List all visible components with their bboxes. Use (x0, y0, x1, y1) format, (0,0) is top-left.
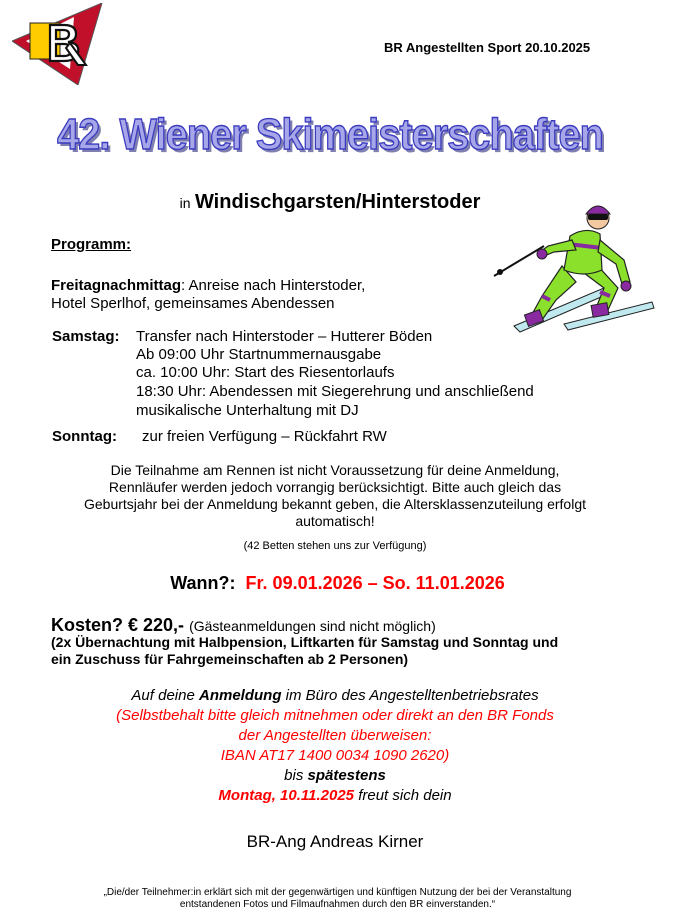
location-prefix: in (179, 195, 191, 211)
note-line: Rennläufer werden jedoch vorrangig berücksichtigt. Bitte auch gleich das (108, 479, 562, 495)
cost-detail-line: ein Zuschuss für Fahrgemeinschaften ab 2 Personen) (51, 651, 409, 667)
friday-line (51, 277, 365, 295)
saturday-line: Ab 09:00 Uhr Startnummernausgabe (136, 346, 382, 363)
note-line: Die Teilnahme am Rennen ist nicht Voraussetzung für deine Anmeldung, (110, 462, 560, 478)
note-line: Geburtsjahr bei der Anmeldung bekannt geben, die Altersklassenzuteilung erfolgt (84, 496, 586, 512)
sunday-label: Sonntag: (52, 428, 117, 445)
cost-line (51, 615, 436, 636)
cost-details (51, 634, 558, 668)
saturday-line: musikalische Unterhaltung mit DJ (136, 402, 359, 419)
deadline-text: bis (284, 767, 308, 784)
deadline-date-line (0, 786, 670, 806)
skier-icon (484, 196, 664, 342)
note-line: automatisch! (295, 513, 375, 529)
registration-block (0, 686, 670, 806)
photo-disclaimer (0, 887, 675, 911)
deadline-date: Montag, 10.11.2025 (218, 787, 355, 804)
sunday-text: zur freien Verfügung – Rückfahrt RW (142, 428, 387, 445)
friday-label: Freitagnachmittag (51, 277, 182, 294)
registration-text: im Büro des Angestelltenbetriebsrates (281, 687, 539, 704)
payment-line: (Selbstbehalt bitte gleich mitnehmen oder direkt an den BR Fonds (116, 707, 554, 724)
when-label: Wann?: (170, 573, 236, 593)
closing-text: freut sich dein (354, 787, 452, 804)
disclaimer-line: „Die/der Teilnehmer:in erklärt sich mit der gegenwärtigen und künftigen Nutzung der bei der Veranstaltung (103, 887, 572, 898)
event-dates (0, 573, 675, 594)
beds-note: (42 Betten stehen uns zur Verfügung) (243, 540, 427, 552)
location-place: Windischgarsten/Hinterstoder (194, 191, 481, 213)
cost-detail-line: (2x Übernachtung mit Halbpension, Liftkarten für Samstag und Sonntag und (51, 634, 559, 650)
cost-label: Kosten? € 220,- (51, 615, 185, 635)
program-heading: Programm: (51, 236, 132, 253)
page-title: 42. Wiener Skimeisterschaften (57, 110, 603, 159)
participation-note (40, 462, 630, 530)
br-logo-icon (12, 3, 104, 85)
iban-line: IBAN AT17 1400 0034 1090 2620) (220, 747, 450, 764)
guest-note: (Gästeanmeldungen sind nicht möglich) (189, 618, 436, 634)
friday-text: : Anreise nach Hinterstoder, (181, 277, 366, 294)
deadline-bold: spätestens (307, 767, 386, 784)
when-dates: Fr. 09.01.2026 – So. 11.01.2026 (245, 573, 505, 593)
registration-text: Auf deine (131, 687, 199, 704)
saturday-line: Transfer nach Hinterstoder – Hutterer Böden (136, 328, 433, 345)
registration-bold: Anmeldung (198, 687, 282, 704)
deadline-line (0, 766, 670, 786)
registration-line-1 (0, 686, 670, 706)
friday-line-2: Hotel Sperlhof, gemeinsames Abendessen (51, 295, 335, 312)
saturday-line: ca. 10:00 Uhr: Start des Riesentorlaufs (136, 364, 395, 381)
saturday-label: Samstag: (52, 328, 120, 345)
saturday-line: 18:30 Uhr: Abendessen mit Siegerehrung und anschließend (136, 383, 534, 400)
signature: BR-Ang Andreas Kirner (246, 832, 424, 851)
disclaimer-line: entstandenen Fotos und Filmaufnahmen durch den BR einverstanden.“ (179, 899, 496, 910)
header-org-date: BR Angestellten Sport 20.10.2025 (384, 40, 591, 55)
payment-line: der Angestellten überweisen: (238, 727, 432, 744)
